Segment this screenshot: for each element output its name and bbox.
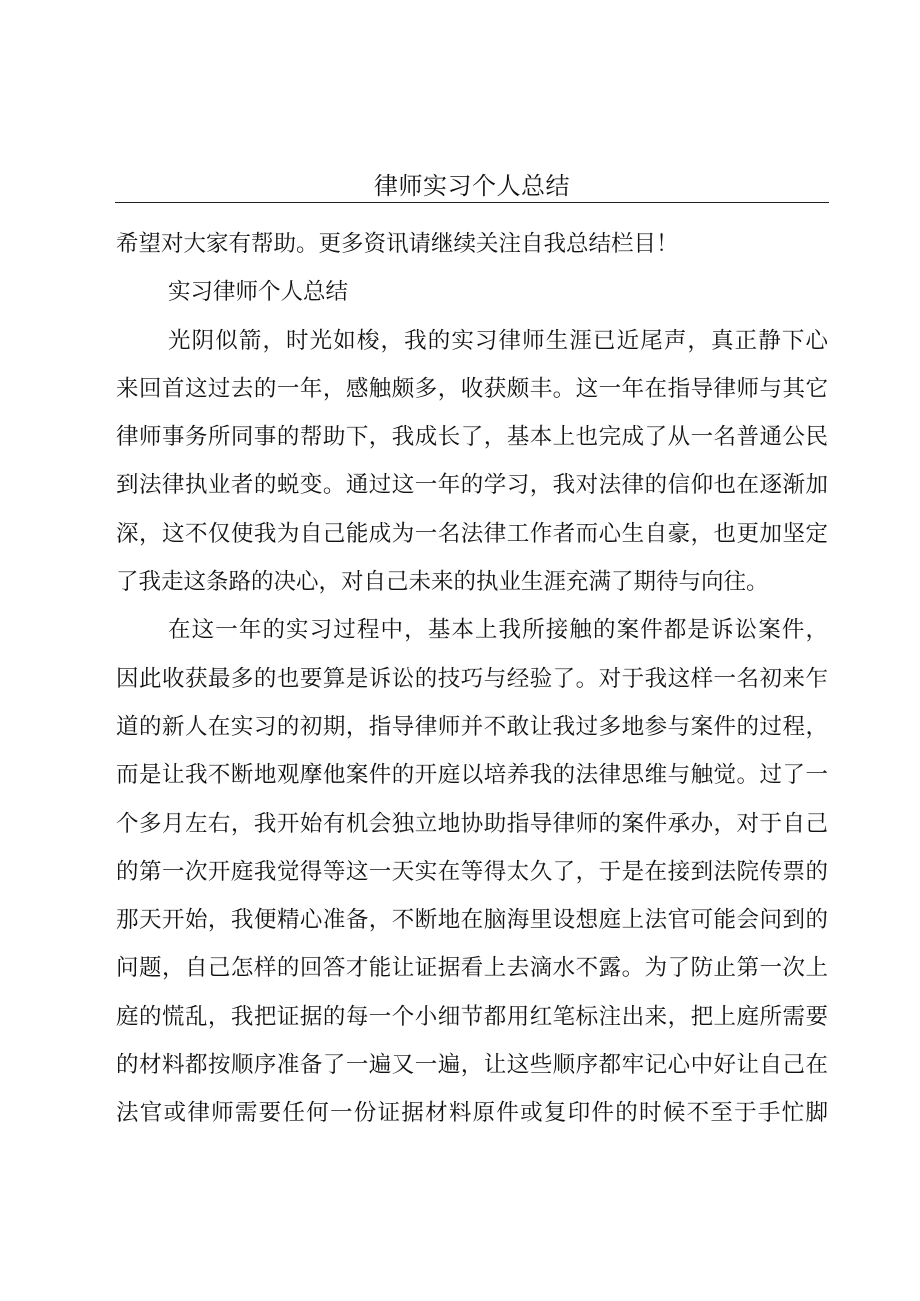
body-line: 庭的慌乱，我把证据的每一个小细节都用红笔标注出来，把上庭所需要: [116, 1003, 828, 1030]
body-line: 律师事务所同事的帮助下，我成长了，基本上也完成了从一名普通公民: [116, 424, 828, 451]
body-line: 的第一次开庭我觉得等这一天实在等得太久了，于是在接到法院传票的: [116, 858, 828, 885]
document-body: [116, 220, 828, 1138]
document-title: 律师实习个人总结: [374, 172, 570, 200]
body-line: 法官或律师需要任何一份证据材料原件或复印件的时候不至于手忙脚: [116, 1100, 828, 1127]
body-line: 希望对大家有帮助。更多资讯请继续关注自我总结栏目！: [116, 231, 679, 257]
title-divider: [115, 202, 829, 203]
body-line: 来回首这过去的一年，感触颇多，收获颇丰。这一年在指导律师与其它: [116, 375, 828, 402]
body-line: 了我走这条路的决心，对自己未来的执业生涯充满了期待与向往。: [116, 569, 769, 596]
body-line: 个多月左右，我开始有机会独立地协助指导律师的案件承办，对于自己: [116, 810, 828, 837]
body-line: 而是让我不断地观摩他案件的开庭以培养我的法律思维与触觉。过了一: [116, 762, 828, 789]
body-line: 深，这不仅使我为自己能成为一名法律工作者而心生自豪，也更加坚定: [116, 520, 828, 547]
body-line: 到法律执业者的蜕变。通过这一年的学习，我对法律的信仰也在逐渐加: [116, 472, 828, 499]
body-line: 在这一年的实习过程中，基本上我所接触的案件都是诉讼案件，: [168, 617, 828, 644]
body-line: 那天开始，我便精心准备，不断地在脑海里设想庭上法官可能会问到的: [116, 907, 828, 934]
body-line: 问题，自己怎样的回答才能让证据看上去滴水不露。为了防止第一次上: [116, 955, 828, 982]
body-line: 道的新人在实习的初期，指导律师并不敢让我过多地参与案件的过程，: [116, 713, 828, 740]
body-line: 因此收获最多的也要算是诉讼的技巧与经验了。对于我这样一名初来乍: [116, 665, 828, 692]
body-line: 的材料都按顺序准备了一遍又一遍，让这些顺序都牢记心中好让自己在: [116, 1052, 828, 1079]
body-line: 光阴似箭，时光如梭，我的实习律师生涯已近尾声，真正静下心: [168, 327, 828, 354]
body-line: 实习律师个人总结: [168, 279, 349, 306]
